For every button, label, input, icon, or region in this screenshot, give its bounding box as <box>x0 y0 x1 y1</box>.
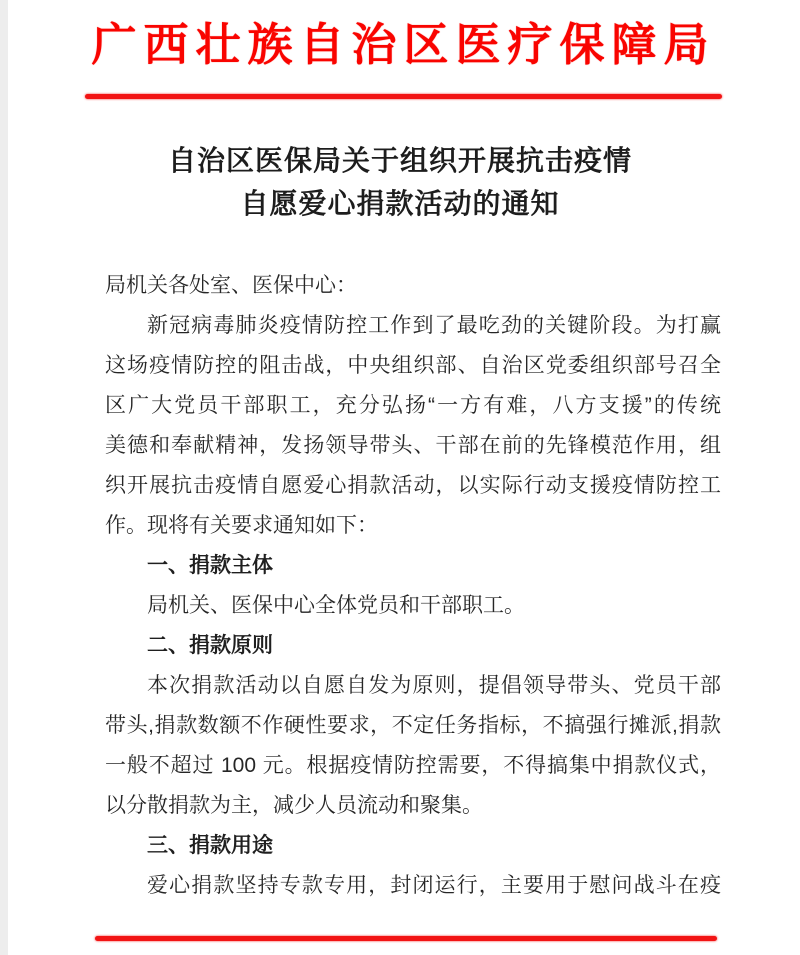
agency-masthead: 广西壮族自治区医疗保障局 <box>91 19 716 70</box>
document-title <box>0 139 800 225</box>
body-line: 局机关、医保中心全体党员和干部职工。 <box>147 594 525 617</box>
section-heading-2: 二、捐款原则 <box>147 634 273 657</box>
salutation-line: 局机关各处室、医保中心： <box>105 274 357 297</box>
body-line: 作。现将有关要求通知如下： <box>105 514 378 537</box>
section-heading-1: 一、捐款主体 <box>147 554 273 577</box>
document-title-line2: 自愿爱心捐款活动的通知 <box>240 188 560 219</box>
body-line: 织开展抗击疫情自愿爱心捐款活动，以实际行动支援疫情防控工 <box>105 474 721 497</box>
body-line: 这场疫情防控的阻击战，中央组织部、自治区党委组织部号召全 <box>105 354 721 377</box>
body-line: 区广大党员干部职工，充分弘扬“一方有难，八方支援”的传统 <box>105 394 721 417</box>
body-line: 以分散捐款为主，减少人员流动和聚集。 <box>105 794 483 817</box>
body-line: 带头,捐款数额不作硬性要求，不定任务指标，不搞强行摊派,捐款 <box>105 714 721 737</box>
document-body <box>105 266 721 906</box>
body-line: 一般不超过 100 元。根据疫情防控需要，不得搞集中捐款仪式， <box>105 754 721 777</box>
body-line: 本次捐款活动以自愿自发为原则，提倡领导带头、党员干部 <box>147 674 721 697</box>
document-title-line1: 自治区医保局关于组织开展抗击疫情 <box>167 145 632 176</box>
red-rule-bottom <box>95 936 717 941</box>
body-line: 爱心捐款坚持专款专用，封闭运行，主要用于慰问战斗在疫 <box>147 874 721 897</box>
section-heading-3: 三、捐款用途 <box>147 834 273 857</box>
red-rule-top <box>85 94 722 99</box>
body-line: 新冠病毒肺炎疫情防控工作到了最吃劲的关键阶段。为打赢 <box>147 314 721 337</box>
body-line: 美德和奉献精神，发扬领导带头、干部在前的先锋模范作用，组 <box>105 434 721 457</box>
